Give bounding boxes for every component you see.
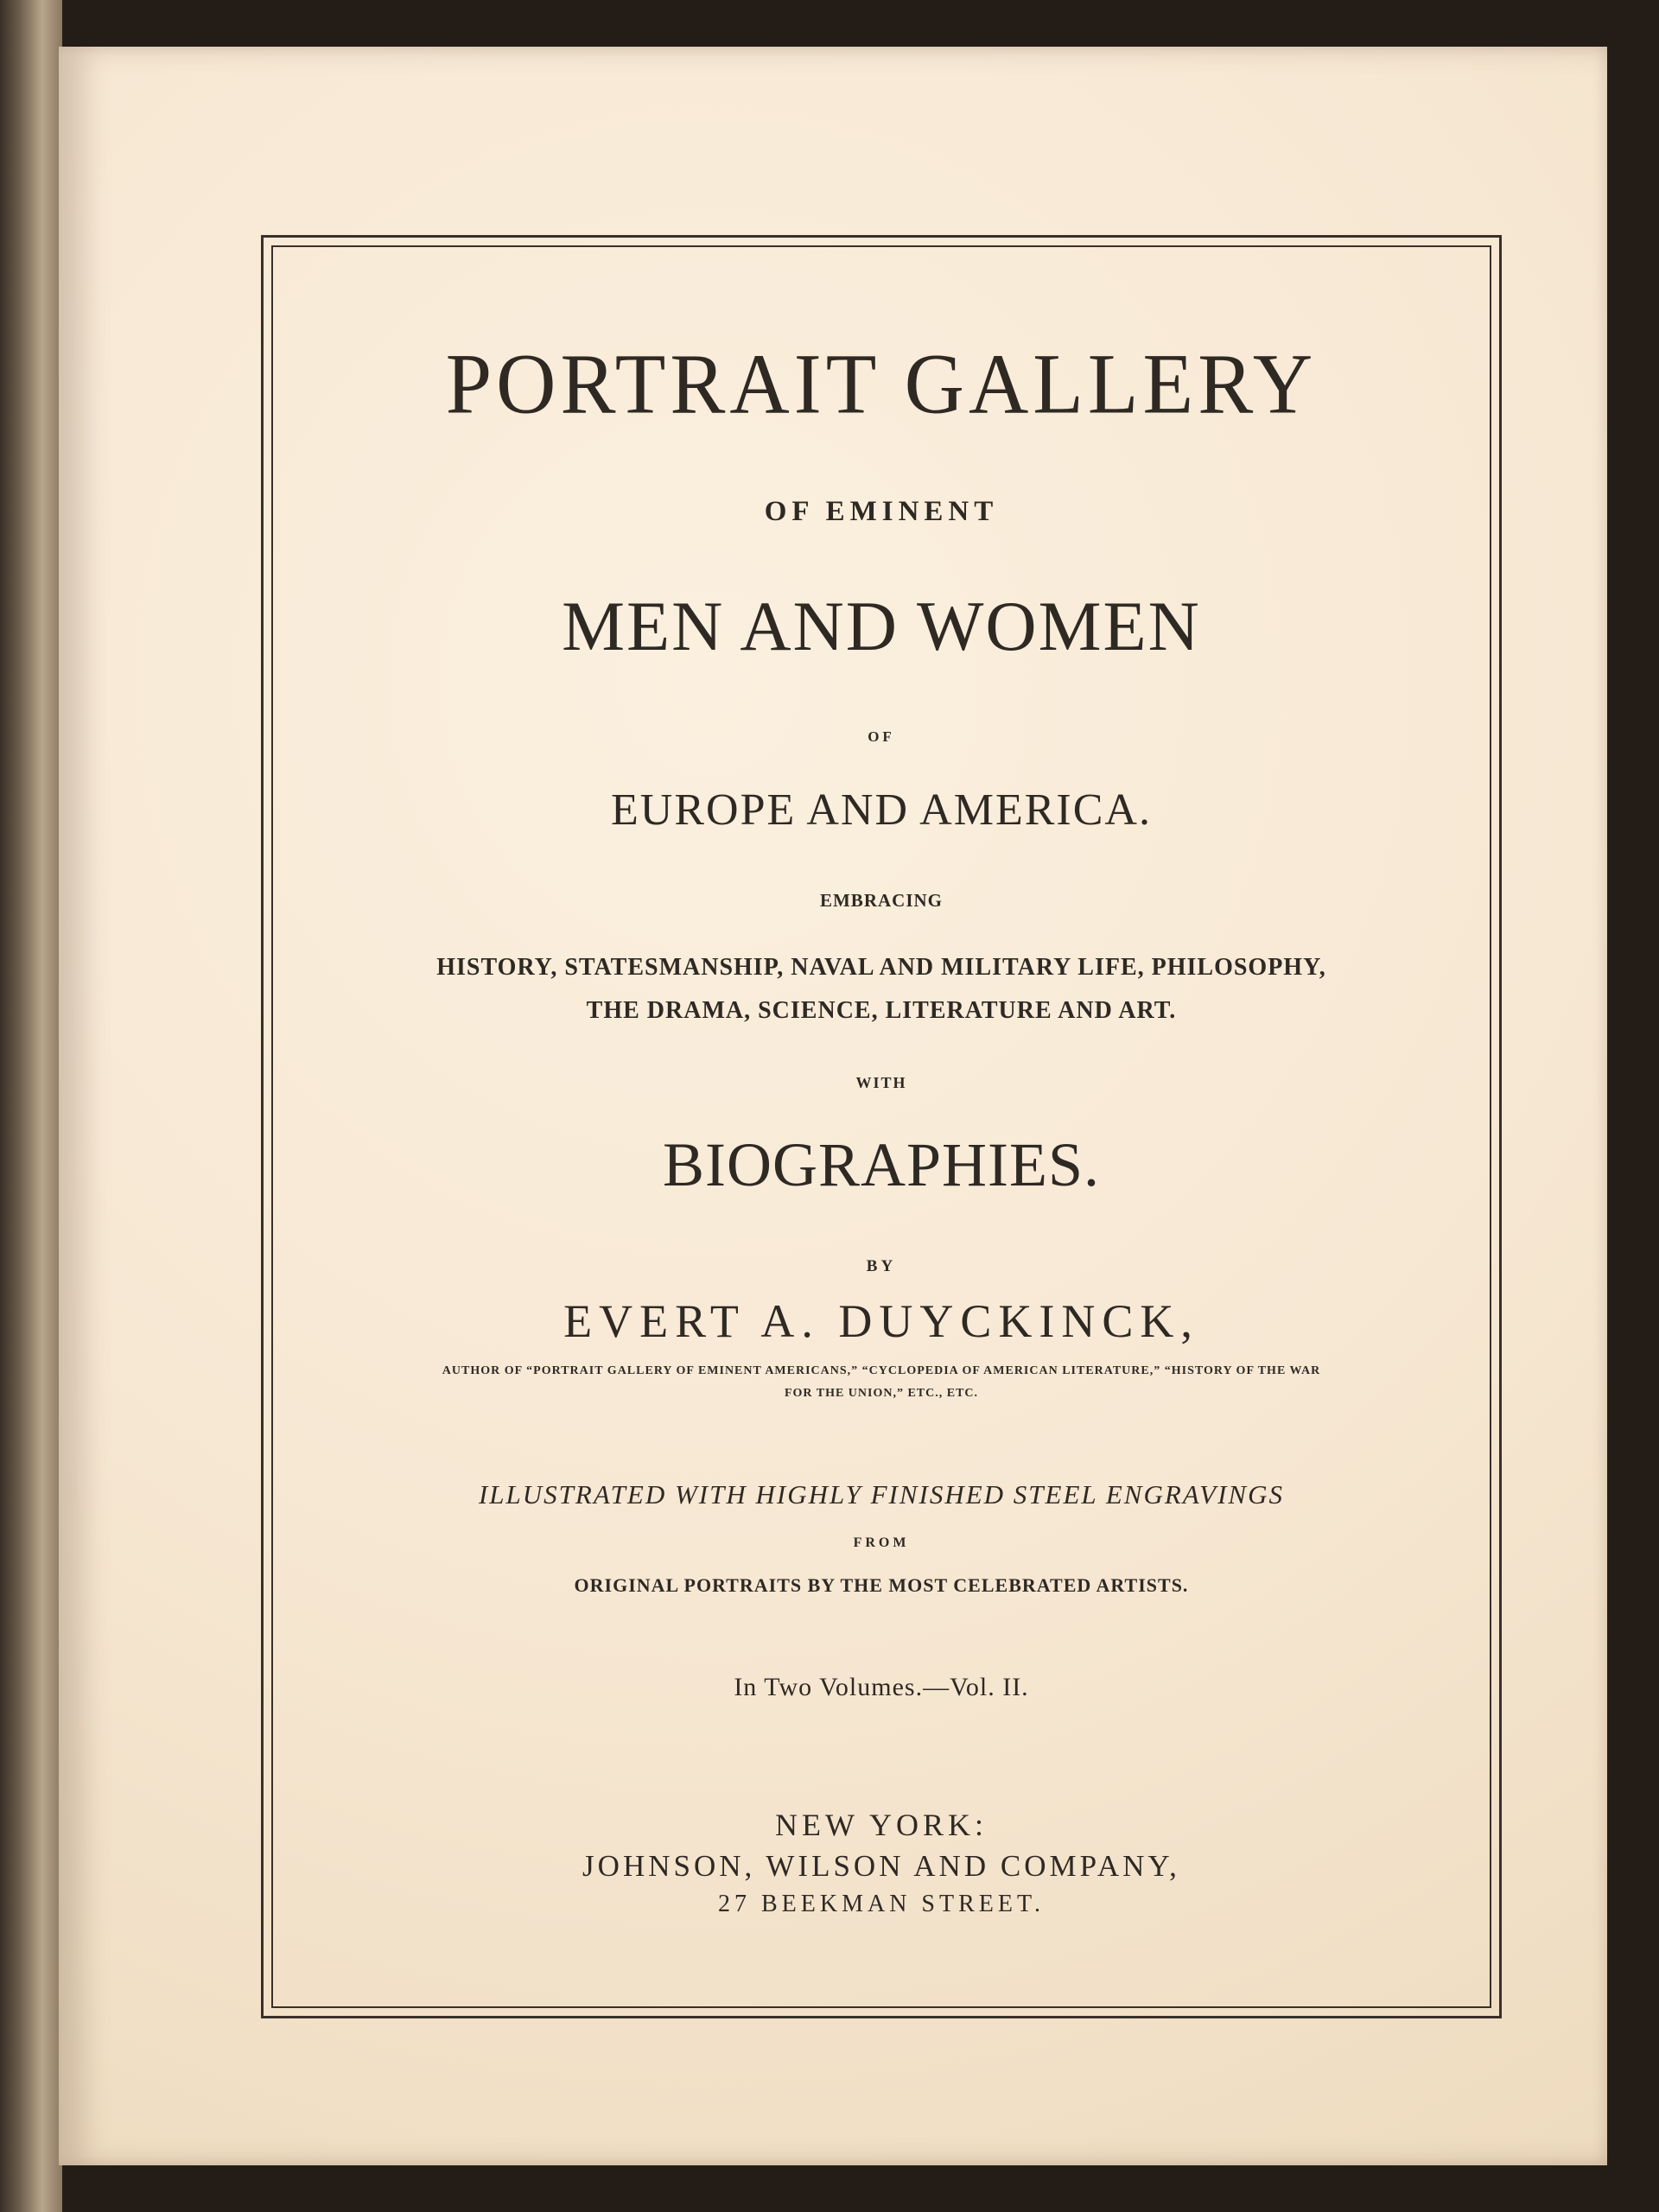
left-page-edge [0,0,62,2212]
publisher-address: 27 BEEKMAN STREET. [717,1891,1046,1917]
book-page [59,47,1607,2165]
region-heading: EUROPE AND AMERICA. [611,785,1152,835]
with-label: WITH [855,1074,907,1091]
of-eminent-heading: OF EMINENT [764,496,999,527]
author-name: EVERT A. DUYCKINCK, [563,1295,1199,1347]
publisher-name: JOHNSON, WILSON AND COMPANY, [582,1849,1180,1883]
author-credits-line-2: FOR THE UNION,” ETC., ETC. [784,1387,979,1400]
volume-statement: In Two Volumes.—Vol. II. [734,1673,1029,1701]
embracing-label: EMBRACING [819,890,943,911]
subject-heading: MEN AND WOMEN [562,587,1201,665]
by-label: BY [866,1257,897,1275]
subjects-line-1: HISTORY, STATESMANSHIP, NAVAL AND MILITARY LIFE, PHILOSOPHY, [436,954,1326,981]
illustration-note: ILLUSTRATED WITH HIGHLY FINISHED STEEL ENGRAVINGS [478,1479,1284,1510]
subjects-line-2: THE DRAMA, SCIENCE, LITERATURE AND ART. [586,997,1177,1024]
author-credits-line-1: AUTHOR OF “PORTRAIT GALLERY OF EMINENT AMERICANS,” “CYCLOPEDIA OF AMERICAN LITERATURE,” “HISTORY OF THE WAR [442,1364,1321,1377]
of-heading: OF [868,728,895,745]
portraits-note: ORIGINAL PORTRAITS BY THE MOST CELEBRATED ARTISTS. [574,1574,1189,1596]
title-page-content [271,245,1491,2008]
from-label: FROM [853,1535,910,1550]
main-title: PORTRAIT GALLERY [445,334,1318,432]
publication-city: NEW YORK: [775,1808,988,1842]
biographies-heading: BIOGRAPHIES. [662,1130,1101,1199]
